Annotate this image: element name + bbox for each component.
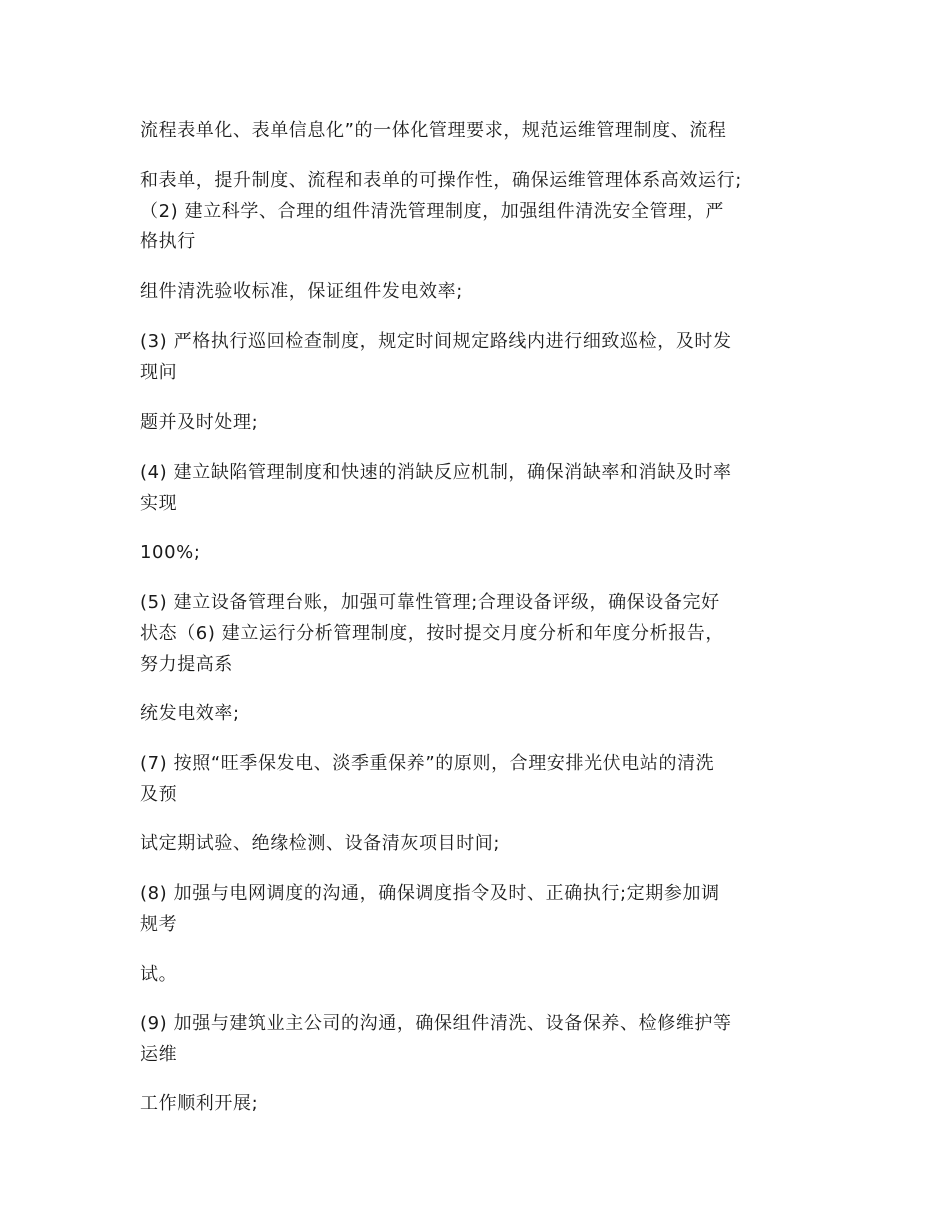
text-line: 100%; [140, 542, 201, 563]
text-line: (5) 建立设备管理台账，加强可靠性管理;合理设备评级，确保设备完好 [140, 592, 720, 613]
text-line: 工作顺利开展; [140, 1093, 259, 1114]
text-line: 格执行 [140, 231, 196, 252]
text-line: 运维 [140, 1044, 178, 1065]
text-line: (9) 加强与建筑业主公司的沟通，确保组件清洗、设备保养、检修维护等 [140, 1013, 732, 1034]
text-line: 努力提高系 [140, 654, 233, 675]
text-line: 流程表单化、表单信息化”的一体化管理要求，规范运维管理制度、流程 [140, 120, 727, 141]
text-line: 和表单，提升制度、流程和表单的可操作性，确保运维管理体系高效运行; [140, 170, 742, 191]
text-line: 规考 [140, 914, 178, 935]
text-line: 及预 [140, 784, 178, 805]
text-line: 现问 [140, 362, 178, 383]
text-line: 状态（6) 建立运行分析管理制度，按时提交月度分析和年度分析报告， [140, 623, 724, 644]
text-line: (7) 按照“旺季保发电、淡季重保养”的原则，合理安排光伏电站的清洗 [140, 753, 715, 774]
text-line: 试定期试验、绝缘检测、设备清灰项目时间; [140, 833, 501, 854]
text-line: 统发电效率; [140, 703, 240, 724]
text-line: 试。 [140, 964, 178, 985]
text-line: 组件清洗验收标准，保证组件发电效率; [140, 281, 463, 302]
text-line: 实现 [140, 493, 178, 514]
text-line: 题并及时处理; [140, 412, 259, 433]
text-line: （2) 建立科学、合理的组件清洗管理制度，加强组件清洗安全管理，严 [140, 201, 724, 222]
text-line: (3) 严格执行巡回检查制度，规定时间规定路线内进行细致巡检，及时发 [140, 331, 732, 352]
text-line: (8) 加强与电网调度的沟通，确保调度指令及时、正确执行;定期参加调 [140, 883, 720, 904]
text-line: (4) 建立缺陷管理制度和快速的消缺反应机制，确保消缺率和消缺及时率 [140, 462, 732, 483]
